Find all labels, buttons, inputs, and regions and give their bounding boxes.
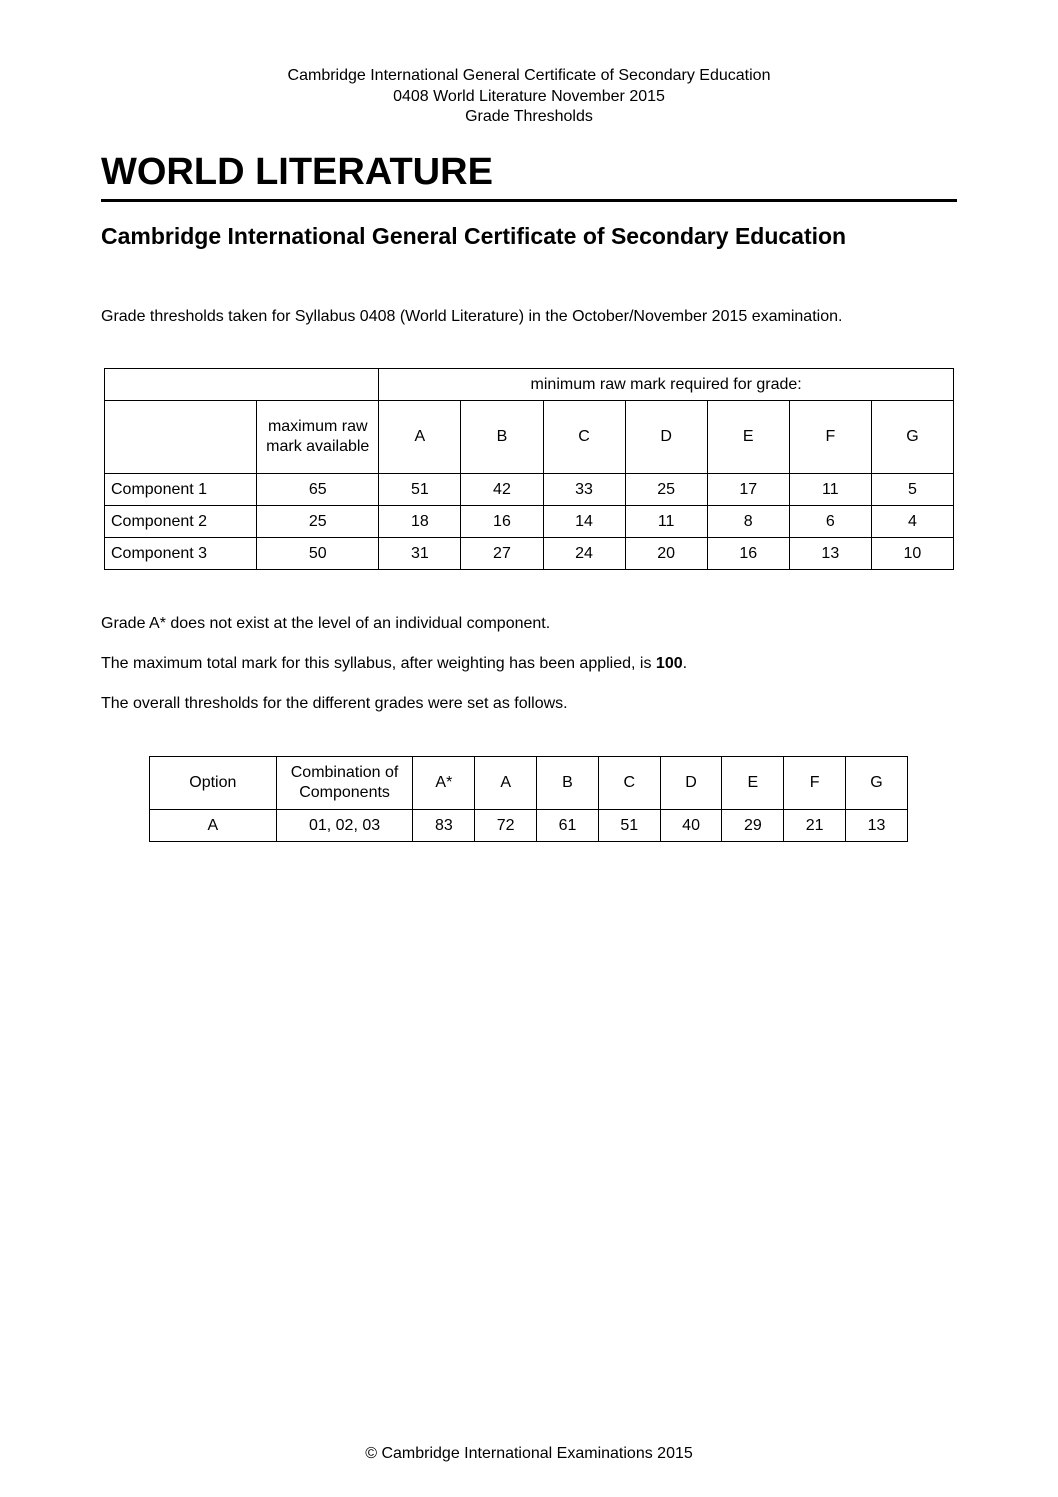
grade-value: 16 bbox=[707, 538, 789, 570]
header-line-1: Cambridge International General Certificate of Secondary Education bbox=[287, 67, 771, 84]
grade-header: A bbox=[379, 401, 461, 474]
grade-header: D bbox=[625, 401, 707, 474]
overall-thresholds-table bbox=[149, 756, 908, 842]
grade-value: 13 bbox=[789, 538, 871, 570]
grade-value: 11 bbox=[625, 506, 707, 538]
grade-value: 40 bbox=[660, 810, 722, 842]
grade-header: C bbox=[598, 757, 660, 810]
grade-header: G bbox=[871, 401, 953, 474]
grade-value: 8 bbox=[707, 506, 789, 538]
grade-header: E bbox=[707, 401, 789, 474]
note-max-total-prefix: The maximum total mark for this syllabus, after weighting has been applied, is bbox=[101, 655, 656, 672]
note-overall: The overall thresholds for the different grades were set as follows. bbox=[101, 695, 568, 712]
grade-value: 31 bbox=[379, 538, 461, 570]
max-mark-cell: 25 bbox=[257, 506, 379, 538]
grade-header: F bbox=[789, 401, 871, 474]
title-divider bbox=[101, 199, 957, 202]
header-line-2: 0408 World Literature November 2015 bbox=[393, 87, 665, 105]
grade-header: C bbox=[543, 401, 625, 474]
component-thresholds-table bbox=[104, 368, 954, 570]
combination-header: Combination of Components bbox=[276, 757, 413, 810]
max-mark-header: maximum raw mark available bbox=[257, 401, 379, 474]
grade-span-header: minimum raw mark required for grade: bbox=[379, 369, 954, 401]
copyright-footer: © Cambridge International Examinations 2015 bbox=[365, 1445, 693, 1462]
grade-value: 83 bbox=[413, 810, 475, 842]
grade-value: 14 bbox=[543, 506, 625, 538]
grade-header: F bbox=[784, 757, 846, 810]
grade-value: 10 bbox=[871, 538, 953, 570]
grade-header: E bbox=[722, 757, 784, 810]
component-name: Component 3 bbox=[105, 538, 257, 570]
grade-value: 51 bbox=[379, 474, 461, 506]
max-total-value: 100 bbox=[655, 655, 683, 672]
table-header-row bbox=[105, 401, 954, 474]
page-header bbox=[0, 66, 1058, 128]
grade-value: 25 bbox=[625, 474, 707, 506]
page-title: WORLD LITERATURE bbox=[101, 151, 493, 193]
max-mark-cell: 65 bbox=[257, 474, 379, 506]
grade-value: 16 bbox=[461, 506, 543, 538]
table-row bbox=[105, 474, 954, 506]
grade-header: D bbox=[660, 757, 722, 810]
grade-value: 5 bbox=[871, 474, 953, 506]
grade-value: 6 bbox=[789, 506, 871, 538]
option-header: Option bbox=[150, 757, 277, 810]
grade-value: 13 bbox=[846, 810, 908, 842]
grade-value: 11 bbox=[789, 474, 871, 506]
grade-value: 24 bbox=[543, 538, 625, 570]
grade-value: 20 bbox=[625, 538, 707, 570]
header-line-3: Grade Thresholds bbox=[465, 108, 593, 125]
option-cell: A bbox=[150, 810, 277, 842]
component-name: Component 1 bbox=[105, 474, 257, 506]
empty-header-cell bbox=[105, 401, 257, 474]
grade-value: 33 bbox=[543, 474, 625, 506]
component-name: Component 2 bbox=[105, 506, 257, 538]
table-header-row bbox=[150, 757, 908, 810]
grade-value: 21 bbox=[784, 810, 846, 842]
grade-header: A bbox=[475, 757, 537, 810]
grade-value: 27 bbox=[461, 538, 543, 570]
empty-header-cell bbox=[105, 369, 379, 401]
intro-text: Grade thresholds taken for Syllabus 0408 (World Literature) in the October/November 2015 examination. bbox=[101, 308, 843, 325]
table-header-row bbox=[105, 369, 954, 401]
grade-value: 42 bbox=[461, 474, 543, 506]
page-subtitle: Cambridge International General Certificate of Secondary Education bbox=[101, 223, 847, 249]
grade-value: 61 bbox=[537, 810, 599, 842]
grade-header: B bbox=[461, 401, 543, 474]
max-mark-cell: 50 bbox=[257, 538, 379, 570]
note-max-total bbox=[101, 654, 687, 674]
table-row bbox=[150, 810, 908, 842]
grade-header: B bbox=[537, 757, 599, 810]
combination-cell: 01, 02, 03 bbox=[276, 810, 413, 842]
grade-value: 51 bbox=[598, 810, 660, 842]
grade-value: 4 bbox=[871, 506, 953, 538]
table-row bbox=[105, 506, 954, 538]
grade-header: A* bbox=[413, 757, 475, 810]
grade-value: 18 bbox=[379, 506, 461, 538]
note-max-total-suffix: . bbox=[682, 655, 688, 672]
grade-header: G bbox=[846, 757, 908, 810]
grade-value: 29 bbox=[722, 810, 784, 842]
grade-value: 17 bbox=[707, 474, 789, 506]
grade-value: 72 bbox=[475, 810, 537, 842]
note-a-star: Grade A* does not exist at the level of an individual component. bbox=[101, 615, 551, 632]
table-row bbox=[105, 538, 954, 570]
